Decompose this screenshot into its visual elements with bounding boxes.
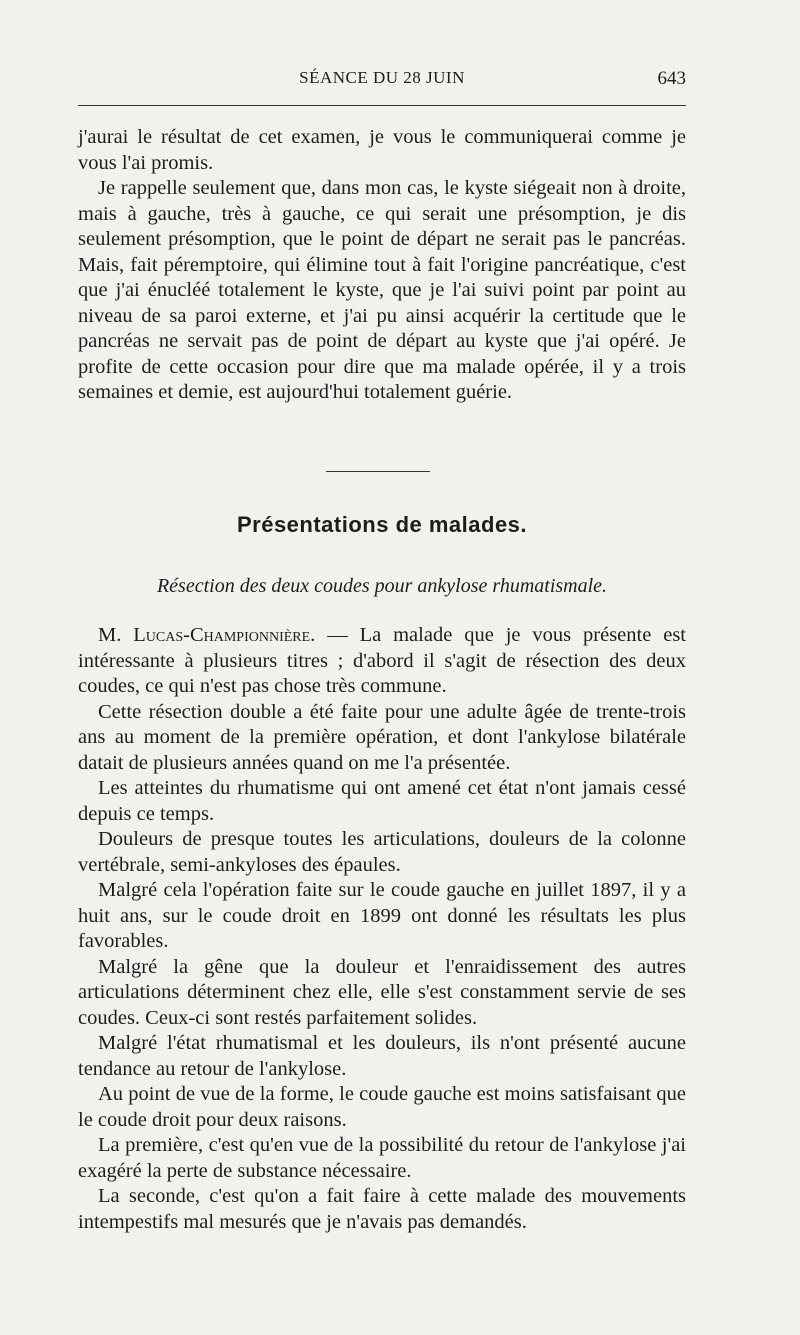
paragraph-text: — La malade que je vous présente est intéressante à plusieurs titres ; d'abord il s'agit de résection des deux coudes, ce qui n'est pas chose très commune.: [78, 624, 686, 697]
header-rule: [78, 105, 686, 106]
paragraph: [78, 623, 686, 700]
speaker-name: M. Lucas-Championnière.: [98, 624, 316, 646]
continued-text: [78, 125, 686, 406]
running-header: [78, 68, 686, 94]
paragraph: Malgré la gêne que la douleur et l'enraidissement des autres articulations déterminent chez elle, elle s'est constamment servie de ses coudes. Ceux-ci sont restés parfaitement solides.: [78, 955, 686, 1029]
paragraph: Malgré cela l'opération faite sur le coude gauche en juillet 1897, il y a huit ans, sur le coude droit en 1899 ont donné les résultats les plus favorables.: [78, 879, 686, 952]
paragraph: Au point de vue de la forme, le coude gauche est moins satisfaisant que le coude droit pour deux raisons.: [78, 1083, 686, 1131]
subsection-heading: Résection des deux coudes pour ankylose rhumatismale.: [156, 575, 608, 597]
page-number: 643: [657, 68, 686, 89]
section-heading: Présentations de malades.: [236, 512, 528, 537]
paragraph: La seconde, c'est qu'on a fait faire à cette malade des mouvements intempestifs mal mesurés que je n'avais pas demandés.: [78, 1185, 686, 1233]
paragraph: Douleurs de presque toutes les articulations, douleurs de la colonne vertébrale, semi-ankyloses des épaules.: [78, 828, 686, 876]
paragraph: Je rappelle seulement que, dans mon cas, le kyste siégeait non à droite, mais à gauche, très à gauche, ce qui serait une présomption, je dis seulement présomption, que le point de départ ne serait pas le pancréas. Mais, fait péremptoire, qui élimine tout à fait l'origine pancréatique, c'est que j'ai énucléé totalement le kyste, que je l'ai suivi point par point au niveau de sa paroi externe, et j'ai pu ainsi acquérir la certitude que le pancréas ne servait pas de point de départ au kyste que j'ai opéré. Je profite de cette occasion pour dire que ma malade opérée, il y a trois semaines et demie, est aujourd'hui totalement guérie.: [78, 177, 686, 403]
paragraph: Les atteintes du rhumatisme qui ont amené cet état n'ont jamais cessé depuis ce temps.: [78, 777, 686, 825]
section-body: [78, 623, 686, 1235]
paragraph: La première, c'est qu'en vue de la possibilité du retour de l'ankylose j'ai exagéré la perte de substance nécessaire.: [78, 1134, 686, 1182]
paragraph: Malgré l'état rhumatismal et les douleurs, ils n'ont présenté aucune tendance au retour de l'ankylose.: [78, 1032, 686, 1080]
paragraph: Cette résection double a été faite pour une adulte âgée de trente-trois ans au moment de la première opération, et dont l'ankylose bilatérale datait de plusieurs années quand on me l'a présentée.: [78, 700, 686, 774]
section-separator: [326, 471, 430, 472]
paragraph: j'aurai le résultat de cet examen, je vous le communiquerai comme je vous l'ai promis.: [78, 126, 686, 174]
running-header-title: SÉANCE DU 28 JUIN: [299, 68, 465, 87]
